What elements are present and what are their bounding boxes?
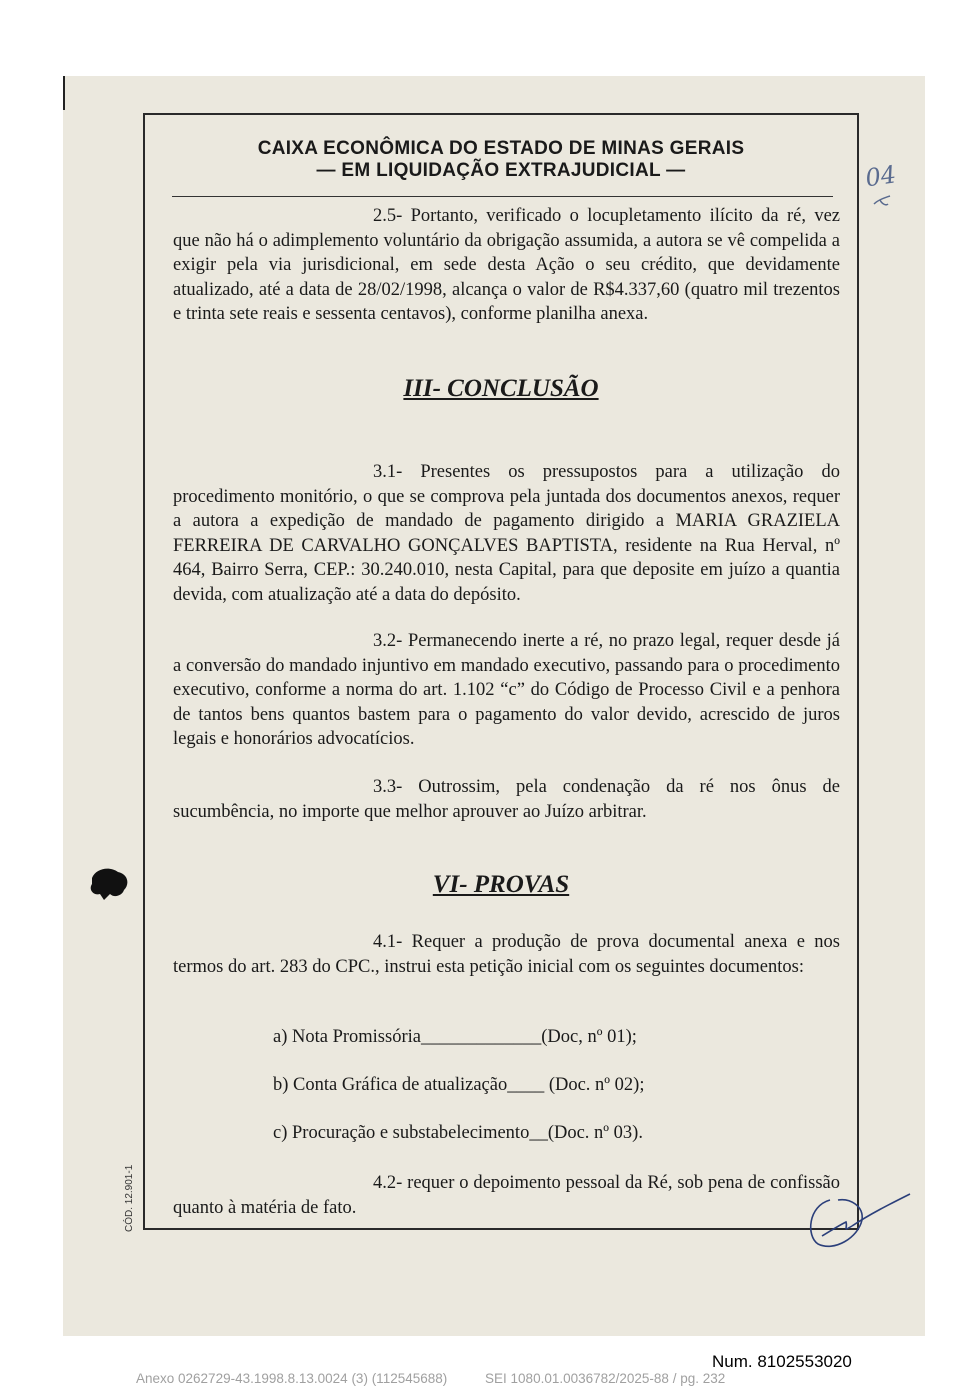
paragraph-3-1: 3.1- Presentes os pressupostos para a utilização do procedimento monitório, o que se comprova pela juntada dos documentos anexos, requer a autora a expedição de mandado de pagamento dirigido a MARIA GRAZIELA FERREIRA DE CARVALHO GONÇALVES BAPTISTA, residente na Rua Herval, nº 464, Bairro Serra, CEP.: 30.240.010, nesta Capital, para que deposite em juízo a quantia devida, com atualização até a data do depósito. [173,462,840,605]
form-code-label: CÓD. 12.901-1 [124,1164,135,1232]
signature-initials-icon [811,1194,910,1246]
letterhead-line-1: CAIXA ECONÔMICA DO ESTADO DE MINAS GERAIS [257,138,745,159]
letterhead-line-2: — EM LIQUIDAÇÃO EXTRAJUDICIAL — [316,160,686,181]
document-list-item-a: a) Nota Promissória_____________(Doc, nº 01); [273,1027,637,1047]
paragraph-2-5: 2.5- Portanto, verificado o locupletamento ilícito da ré, vez que não há o adimplemento voluntário da obrigação assumida, a autora se vê compelida a exigir pela via jurisdicional, em sede desta Ação o seu crédito, que devidamente atualizado, até a data de 28/02/1998, alcança o valor de R$4.337,60 (quatro mil trezentos e trinta sete reais e sessenta centavos), conforme planilha anexa. [173,206,840,325]
footer-reference [136,1371,759,1386]
heading-provas: VI- PROVAS [432,871,570,898]
check-mark-icon [874,196,890,205]
heading-conclusao: III- CONCLUSÃO [403,375,599,402]
margin-page-annotation: 04 [863,160,898,193]
sei-reference: SEI 1080.01.0036782/2025-88 / pg. 232 [485,1371,726,1386]
paragraph-3-3: 3.3- Outrossim, pela condenação da ré nos ônus de sucumbência, no importe que melhor aprouver ao Juízo arbitrar. [173,777,840,822]
document-list-item-c: c) Procuração e substabelecimento__(Doc. nº 03). [273,1123,643,1143]
paragraph-3-2: 3.2- Permanecendo inerte a ré, no prazo legal, requer desde já a conversão do mandado injuntivo em mandado executivo, passando para o procedimento executivo, conforme a norma do art. 1.102 “c” do Código de Processo Civil e a penhora de tantos bens quantos bastem para o pagamento do valor devido, acrescido de juros legais e honorários advocatícios. [173,631,840,750]
document-number: Num. 8102553020 [712,1352,852,1371]
paragraph-4-1: 4.1- Requer a produção de prova documental anexa e nos termos do art. 283 do CPC., instrui esta petição inicial com os seguintes documentos: [173,932,840,977]
paragraph-4-2: 4.2- requer o depoimento pessoal da Ré, sob pena de confissão quanto à matéria de fato. [173,1173,840,1218]
document-list-item-b: b) Conta Gráfica de atualização____ (Doc. nº 02); [273,1075,645,1095]
ink-blot-icon [91,869,128,900]
annex-reference: Anexo 0262729-43.1998.8.13.0024 (3) (112545688) [136,1371,448,1386]
